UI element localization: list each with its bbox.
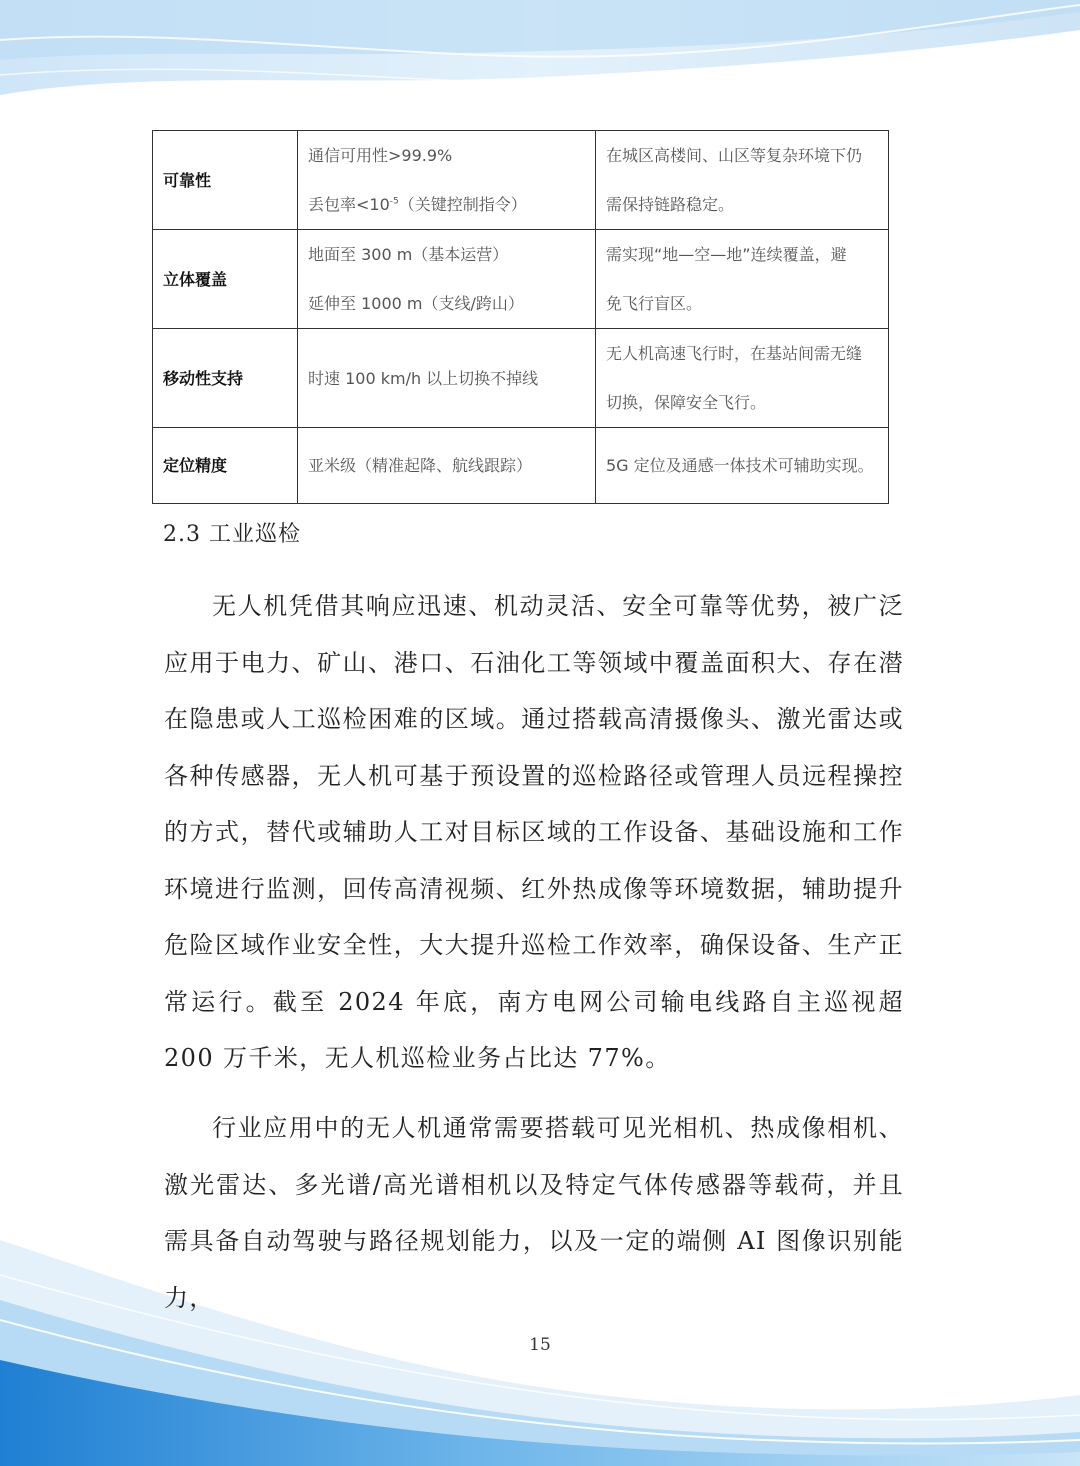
table-row [153,329,889,428]
exponent: -5 [389,196,399,207]
requirement-line [308,180,585,229]
body-paragraph: 无人机凭借其响应迅速、机动灵活、安全可靠等优势，被广泛应用于电力、矿山、港口、石油化工等领域中覆盖面积大、存在潜在隐患或人工巡检困难的区域。通过搭载高清摄像头、激光雷达或各种传感器，无人机可基于预设置的巡检路径或管理人员远程操控的方式，替代或辅助人工对目标区域的工作设备、基础设施和工作环境进行监测，回传高清视频、红外热成像等环境数据，辅助提升危险区域作业安全性，大大提升巡检工作效率，确保设备、生产正常运行。截至 2024 年底，南方电网公司输电线路自主巡视超 200 万千米，无人机巡检业务占比达 77%。 [164,592,904,1072]
table-row [153,230,889,329]
requirements-table [152,130,889,504]
packet-loss-text: 丢包率<10 [308,195,390,214]
note-line: 需保持链路稳定。 [606,195,735,214]
requirement-cell [298,428,596,504]
page-number: 15 [529,1335,551,1355]
row-name: 移动性支持 [153,329,298,428]
requirement-cell [298,230,596,329]
note-line: 无人机高速飞行时，在基站间需无缝 [606,344,863,363]
body-paragraph: 行业应用中的无人机通常需要搭载可见光相机、热成像相机、激光雷达、多光谱/高光谱相机以及特定气体传感器等载荷，并且需具备自动驾驶与路径规划能力，以及一定的端侧 AI 图像识别能力， [164,1114,904,1312]
note-line: 需实现“地—空—地”连续覆盖，避 [606,245,847,264]
note-line: 免飞行盲区。 [606,294,703,313]
requirement-cell [298,131,596,230]
note-cell [596,230,889,329]
requirement-line: 通信可用性>99.9% [308,146,453,165]
packet-loss-note: （关键控制指令） [398,195,527,214]
requirement-line: 地面至 300 m（基本运营） [308,245,509,264]
note-cell [596,131,889,230]
section-heading: 2.3 工业巡检 [163,522,301,547]
table-row [153,131,889,230]
table-row [153,428,889,504]
row-name: 立体覆盖 [153,230,298,329]
requirement-cell [298,329,596,428]
requirement-line: 延伸至 1000 m（支线/跨山） [308,294,524,313]
row-name: 定位精度 [153,428,298,504]
note-line: 在城区高楼间、山区等复杂环境下仍 [606,146,863,165]
row-name: 可靠性 [153,131,298,230]
note-line: 切换，保障安全飞行。 [606,393,767,412]
note-line: 5G 定位及通感一体技术可辅助实现。 [606,456,874,475]
requirement-line: 时速 100 km/h 以上切换不掉线 [308,368,539,388]
note-cell [596,329,889,428]
requirement-line: 亚米级（精准起降、航线跟踪） [308,456,533,475]
note-cell [596,428,889,504]
